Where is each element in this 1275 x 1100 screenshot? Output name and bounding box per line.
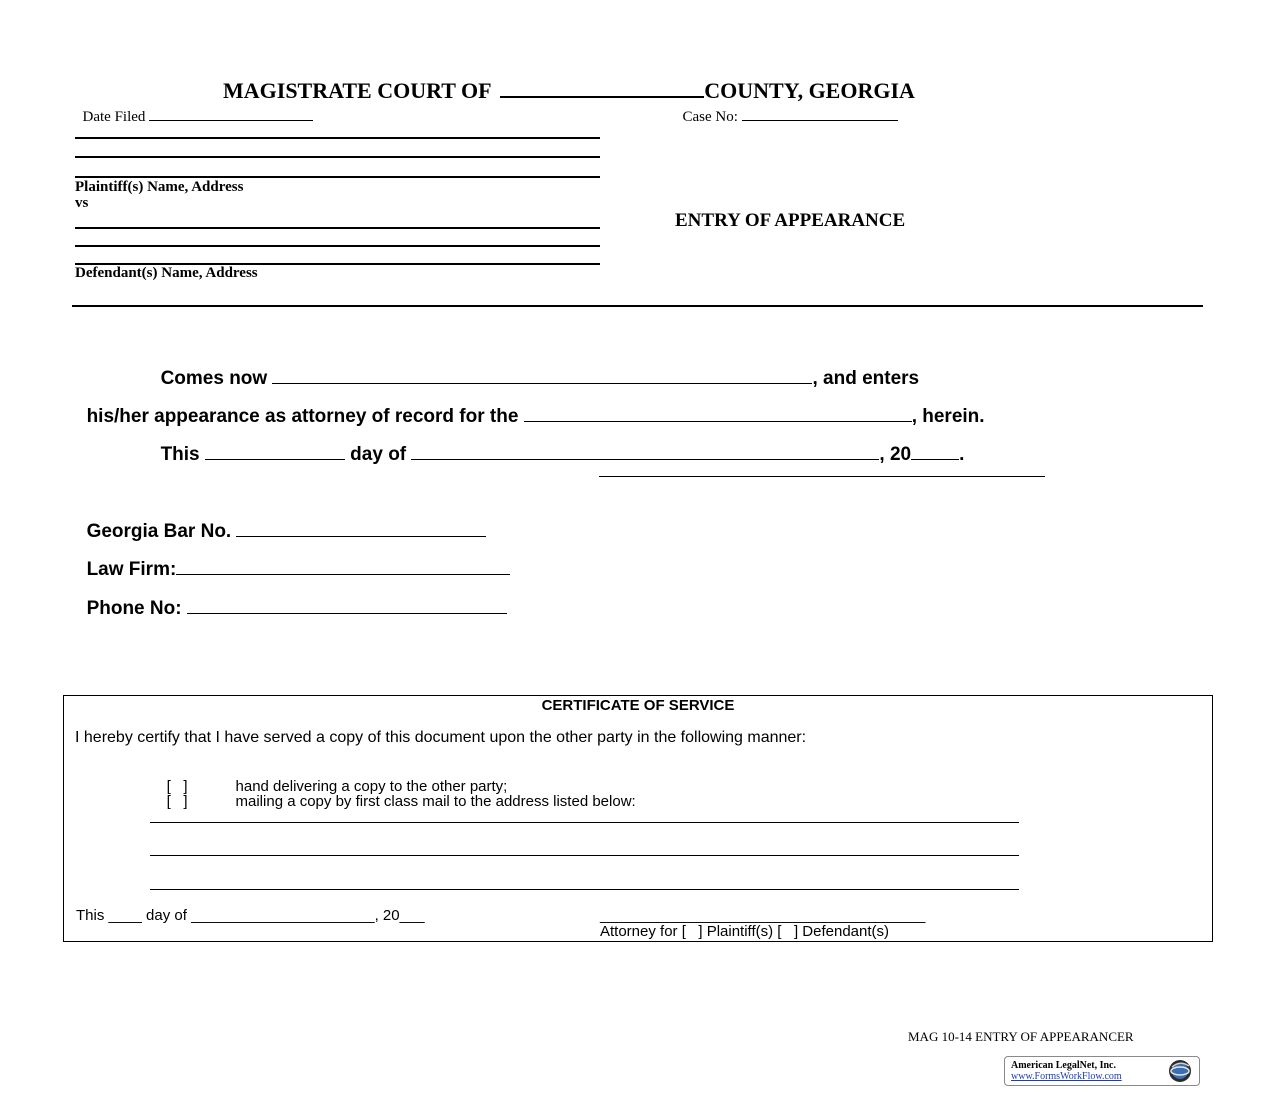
comma-20-label: , 20 [879,444,912,465]
law-firm-label: Law Firm: [86,559,177,580]
certificate-box [63,695,1213,942]
herein-label: , herein. [911,406,985,427]
date-filed-blank[interactable] [149,105,313,121]
county-name-blank[interactable] [500,73,704,98]
appearance-text: his/her appearance as attorney of record for the [86,406,524,427]
month-blank[interactable] [411,440,879,460]
date-line [150,418,964,466]
company-website[interactable]: www.FormsWorkFlow.com [1011,1071,1122,1082]
plaintiff-line-3[interactable] [75,176,600,178]
case-no-blank[interactable] [742,105,898,121]
phone-blank[interactable] [187,594,507,614]
hand-delivery-label: hand delivering a copy to the other party; [235,778,508,795]
year-blank[interactable] [911,440,959,460]
certificate-signature-line[interactable]: _______________________________________ [600,907,926,924]
this-label: This [160,444,205,465]
certificate-title: CERTIFICATE OF SERVICE [541,697,735,714]
address-line-1[interactable] [150,822,1019,823]
globe-icon [1163,1058,1197,1084]
mail-checkbox[interactable]: [ ] [166,793,188,810]
signature-line[interactable] [599,476,1045,477]
phone-label: Phone No: [86,598,187,619]
court-title-suffix: COUNTY, GEORGIA [704,78,915,104]
address-line-2[interactable] [150,855,1019,856]
certificate-date-line[interactable]: This ____ day of ______________________, 20___ [76,907,425,924]
and-enters-label: , and enters [812,368,920,389]
phone-line [76,572,507,620]
header-separator [72,305,1203,307]
document-title: ENTRY OF APPEARANCE [675,210,906,231]
defendant-line-2[interactable] [75,245,600,247]
form-id: MAG 10-14 ENTRY OF APPEARANCER [908,1029,1134,1044]
plaintiff-line-2[interactable] [75,156,600,158]
company-logo-box[interactable] [1004,1056,1200,1086]
plaintiff-label: Plaintiff(s) Name, Address [75,179,244,195]
attorney-for-line: Attorney for [ ] Plaintiff(s) [ ] Defendant(s) [600,923,889,940]
mail-label: mailing a copy by first class mail to the address listed below: [235,793,636,810]
comes-now-label: Comes now [160,368,273,389]
court-title-prefix: MAGISTRATE COURT OF [223,78,497,104]
date-filed-label: Date Filed [82,109,150,125]
option-mail [150,776,636,827]
period-label: . [959,444,965,465]
defendant-label: Defendant(s) Name, Address [75,265,258,281]
case-no-label: Case No: [682,109,742,125]
hand-delivery-checkbox[interactable]: [ ] [166,778,188,795]
address-line-3[interactable] [150,889,1019,890]
day-of-label: day of [344,444,412,465]
defendant-line-1[interactable] [75,227,600,229]
bar-no-label: Georgia Bar No. [86,521,237,542]
certify-text: I hereby certify that I have served a copy of this document upon the other party in the following manner: [75,729,807,746]
day-blank[interactable] [205,440,345,460]
plaintiff-line-1[interactable] [75,137,600,139]
date-filed-field [75,88,313,126]
vs-label: vs [75,195,89,211]
company-name: American LegalNet, Inc. [1011,1060,1116,1071]
case-no-field [675,88,898,126]
